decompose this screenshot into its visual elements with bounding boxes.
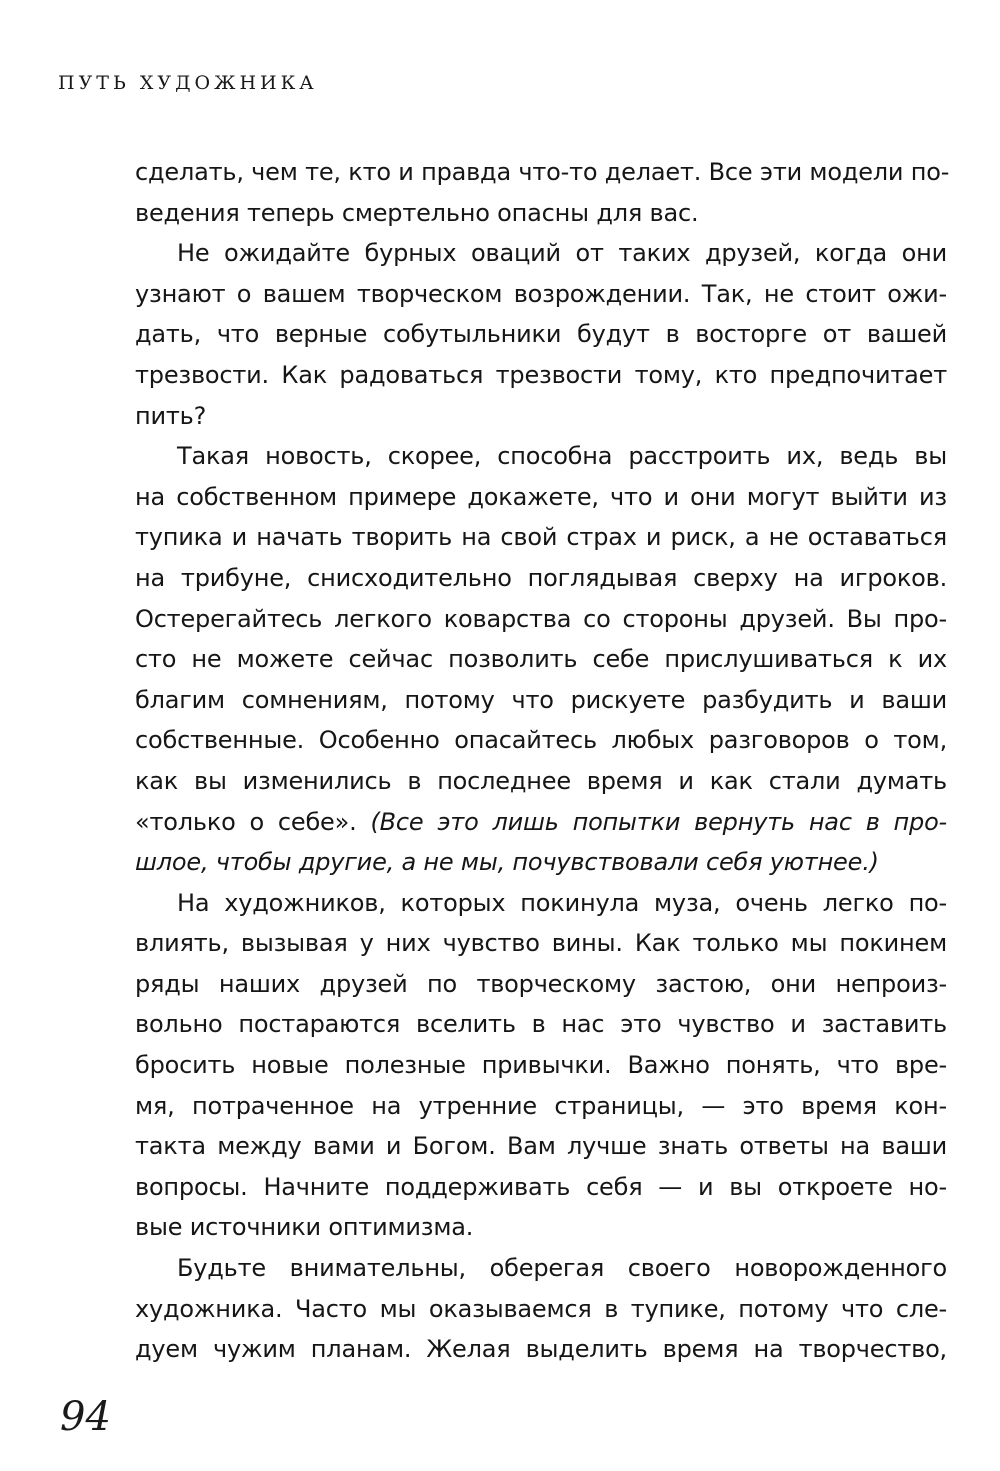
mixed-text-line — [135, 802, 947, 843]
text-line: пить? — [135, 401, 207, 430]
text-line: ведения теперь смертельно опасны для вас. — [135, 198, 699, 227]
text-line: влиять, вызывая у них чувство вины. Как только мы покинем — [135, 929, 947, 958]
text-line: как вы изменились в последнее время и как стали думать — [135, 766, 947, 795]
text-line: художника. Часто мы оказываемся в тупике, потому что сле- — [135, 1294, 947, 1323]
text-line: узнают о вашем творческом возрождении. Так, не стоит ожи- — [135, 279, 947, 308]
page-number: 94 — [60, 1394, 111, 1440]
quote-text: «только о себе». — [135, 807, 357, 836]
italic-aside-line: шлое, чтобы другие, а не мы, почувствовали себя уютнее.) — [135, 848, 879, 877]
text-line: ряды наших друзей по творческому застою, они непроиз- — [135, 969, 947, 998]
text-line: трезвости. Как радоваться трезвости тому, кто предпочитает — [135, 360, 947, 389]
text-line: сто не можете сейчас позволить себе прислушиваться к их — [135, 645, 947, 674]
text-line: дать, что верные собутыльники будут в восторге от вашей — [135, 320, 947, 349]
text-line: дуем чужим планам. Желая выделить время на творчество, — [135, 1335, 947, 1364]
running-head: ПУТЬ ХУДОЖНИКА — [58, 72, 318, 94]
text-line: вые источники оптимизма. — [135, 1213, 474, 1242]
text-line: тупика и начать творить на свой страх и риск, а не оставаться — [135, 523, 947, 552]
text-line: вольно постараются вселить в нас это чувство и заставить — [135, 1010, 947, 1039]
text-line: на собственном примере докажете, что и они могут выйти из — [135, 482, 947, 511]
text-line: собственные. Особенно опасайтесь любых разговоров о том, — [135, 726, 947, 755]
text-line: мя, потраченное на утренние страницы, — это время кон- — [135, 1091, 947, 1120]
text-line: Остерегайтесь легкого коварства со стороны друзей. Вы про- — [135, 604, 947, 633]
paragraph-first-line: Не ожидайте бурных оваций от таких друзей, когда они — [177, 239, 947, 268]
text-line: на трибуне, снисходительно поглядывая сверху на игроков. — [135, 563, 947, 592]
text-line: благим сомнениям, потому что рискуете разбудить и ваши — [135, 685, 947, 714]
body-text — [135, 152, 950, 1370]
paragraph-first-line: На художников, которых покинула муза, очень легко по- — [177, 888, 947, 917]
text-line: такта между вами и Богом. Вам лучше знать ответы на ваши — [135, 1132, 947, 1161]
italic-aside: (Все это лишь попытки вернуть нас в про- — [370, 807, 948, 836]
text-line: сделать, чем те, кто и правда что-то делает. Все эти модели по- — [135, 158, 950, 186]
paragraph-first-line: Будьте внимательны, оберегая своего новорожденного — [177, 1254, 947, 1283]
text-line: вопросы. Начните поддерживать себя — и вы откроете но- — [135, 1172, 947, 1201]
paragraph-first-line: Такая новость, скорее, способна расстроить их, ведь вы — [177, 442, 947, 471]
text-line: бросить новые полезные привычки. Важно понять, что вре- — [135, 1051, 947, 1080]
